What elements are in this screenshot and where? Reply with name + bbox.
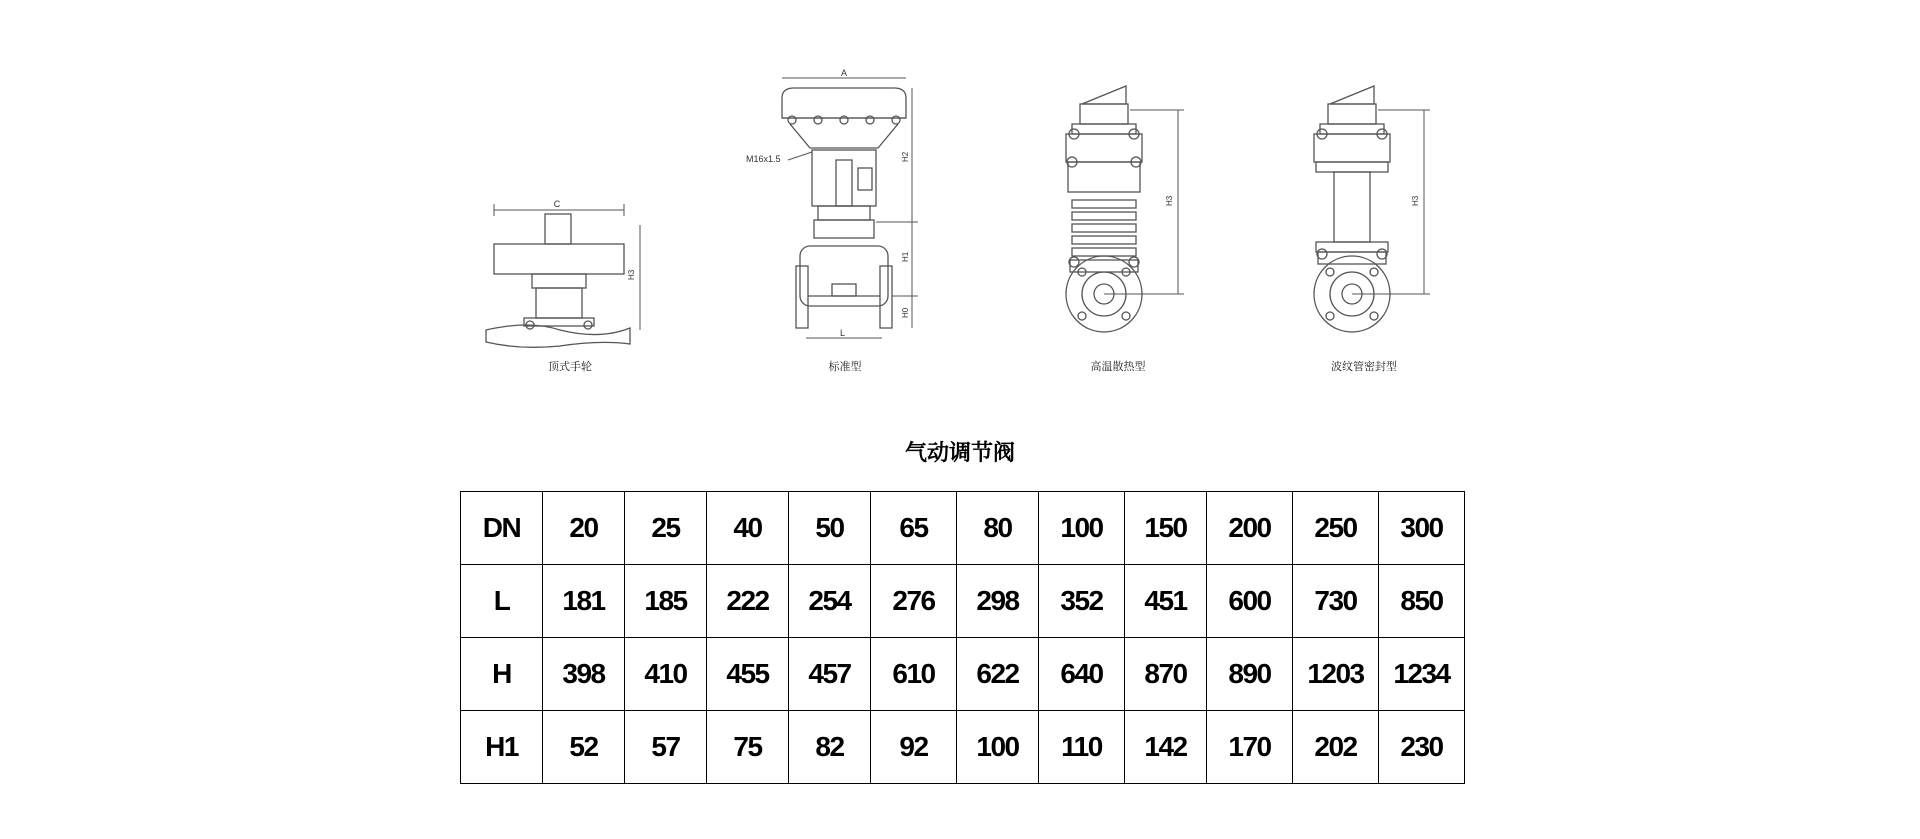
table-cell: 57 [625,711,707,784]
table-cell: 890 [1207,638,1293,711]
dim-label-h3: H3 [627,269,636,280]
table-cell: 185 [625,565,707,638]
table-title: 气动调节阀 [904,441,1016,466]
dim-label-thread: M16x1.5 [746,154,781,164]
table-row [461,565,1465,638]
table-cell: 610 [871,638,957,711]
dim-label-h1: H1 [901,251,910,262]
dimension-table [460,491,1465,784]
table-cell: 100 [957,711,1039,784]
table-cell: 1203 [1293,638,1379,711]
row-header: H1 [461,711,543,784]
dim-label-h2: H2 [901,151,910,162]
table-cell: 142 [1125,711,1207,784]
table-cell: 455 [707,638,789,711]
table-cell: 250 [1293,492,1379,565]
table-cell: 110 [1039,711,1125,784]
table-row [461,492,1465,565]
table-cell: 100 [1039,492,1125,565]
figure-caption-standard: 标准型 [828,360,862,373]
table-cell: 451 [1125,565,1207,638]
table-cell: 1234 [1379,638,1465,711]
table-cell: 457 [789,638,871,711]
dim-label-l: L [840,328,846,338]
table-cell: 230 [1379,711,1465,784]
table-cell: 20 [543,492,625,565]
dim-label-c: C [553,199,561,209]
dim-label-h3: H3 [1411,195,1420,206]
figure-caption-bellows: 波纹管密封型 [1331,360,1397,373]
handwheel-drawing [486,199,640,347]
table-cell: 40 [707,492,789,565]
table-cell: 92 [871,711,957,784]
table-cell: 254 [789,565,871,638]
table-cell: 82 [789,711,871,784]
table-cell: 398 [543,638,625,711]
dim-label-h3: H3 [1165,195,1174,206]
figure-caption-handwheel: 顶式手轮 [548,360,592,373]
row-header: H [461,638,543,711]
table-cell: 352 [1039,565,1125,638]
bellows-valve-drawing [1314,86,1430,332]
table-cell: 181 [543,565,625,638]
high-temp-valve-drawing [1066,86,1184,332]
row-header: DN [461,492,543,565]
table-cell: 75 [707,711,789,784]
table-cell: 640 [1039,638,1125,711]
table-cell: 52 [543,711,625,784]
table-row [461,638,1465,711]
table-cell: 200 [1207,492,1293,565]
table-cell: 65 [871,492,957,565]
dim-label-a: A [840,68,848,78]
valve-drawings [0,0,1920,400]
standard-valve-drawing [746,68,918,338]
table-cell: 850 [1379,565,1465,638]
table-cell: 870 [1125,638,1207,711]
row-header: L [461,565,543,638]
table-cell: 25 [625,492,707,565]
figure-caption-high-temp: 高温散热型 [1090,360,1146,373]
table-cell: 298 [957,565,1039,638]
table-cell: 276 [871,565,957,638]
table-cell: 300 [1379,492,1465,565]
table-cell: 622 [957,638,1039,711]
table-cell: 150 [1125,492,1207,565]
table-cell: 600 [1207,565,1293,638]
table-cell: 50 [789,492,871,565]
table-cell: 410 [625,638,707,711]
table-cell: 222 [707,565,789,638]
dim-label-h0: H0 [901,307,910,318]
table-cell: 80 [957,492,1039,565]
table-cell: 170 [1207,711,1293,784]
table-row [461,711,1465,784]
table-cell: 730 [1293,565,1379,638]
table-cell: 202 [1293,711,1379,784]
